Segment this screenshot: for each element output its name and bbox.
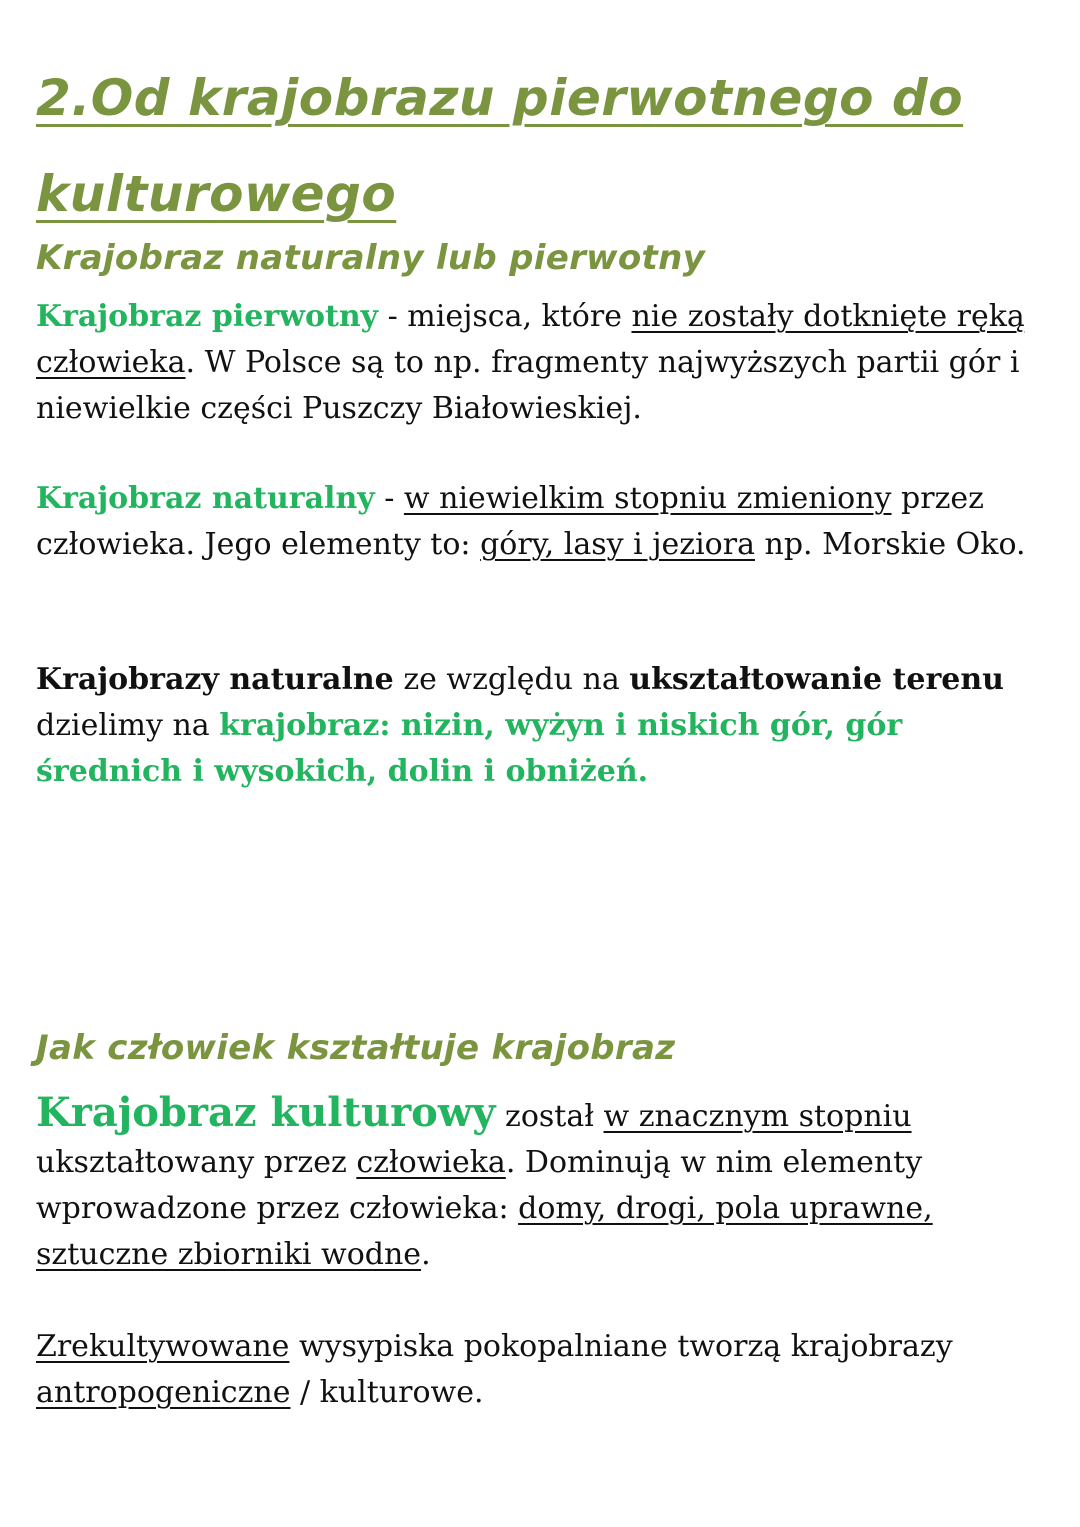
underlined-phrase: człowieka	[356, 1145, 506, 1180]
text-segment: -	[374, 481, 404, 516]
term-cultural-landscape: Krajobraz kulturowy	[36, 1089, 496, 1136]
page-title: 2.Od krajobrazu pierwotnego do kulturowego	[36, 69, 964, 223]
text-segment: został	[495, 1099, 604, 1134]
bold-phrase: Krajobrazy naturalne	[36, 662, 394, 697]
underlined-phrase: w niewielkim stopniu zmieniony	[403, 481, 892, 516]
paragraph-natural-landscape	[36, 476, 1046, 568]
underlined-phrase: nie zostały dotknięte ręką człowieka	[36, 299, 1025, 380]
landscape-type-list: krajobraz: nizin, wyżyn i niskich gór, gór średnich i wysokich, dolin i obniżeń.	[36, 708, 903, 789]
text-segment: dzielimy na	[36, 708, 220, 743]
underlined-phrase: w znacznym stopniu	[603, 1099, 912, 1134]
paragraph-reclaimed-dumps	[36, 1324, 1046, 1416]
section-heading-natural: Krajobraz naturalny lub pierwotny	[36, 238, 706, 278]
text-segment: wysypiska pokopalniane tworzą krajobrazy	[289, 1329, 953, 1364]
bold-phrase: ukształtowanie terenu	[629, 662, 1004, 697]
text-segment: ze względu na	[393, 662, 630, 697]
text-segment: . W Polsce są to np. fragmenty najwyższych partii gór i niewielkie części Puszczy Białowieskiej.	[36, 345, 1020, 426]
term-primary-landscape: Krajobraz pierwotny	[36, 299, 379, 334]
underlined-phrase: Zrekultywowane	[36, 1329, 290, 1364]
paragraph-landscape-types	[36, 657, 1046, 795]
text-segment: - miejsca, które	[378, 299, 632, 334]
term-natural-landscape: Krajobraz naturalny	[36, 481, 375, 516]
paragraph-primary-landscape	[36, 294, 1046, 432]
underlined-phrase: antropogeniczne	[36, 1375, 291, 1410]
underlined-phrase: góry, lasy i jeziora	[480, 527, 755, 562]
text-segment: ukształtowany przez	[36, 1145, 357, 1180]
text-segment: .	[421, 1237, 431, 1272]
text-segment: . Dominują w nim elementy wprowadzone przez człowieka:	[36, 1145, 923, 1226]
text-segment: / kulturowe.	[290, 1375, 484, 1410]
text-segment: np. Morskie Oko.	[754, 527, 1026, 562]
section-heading-human: Jak człowiek kształtuje krajobraz	[36, 1028, 676, 1068]
paragraph-cultural-landscape	[36, 1090, 1046, 1278]
text-segment: przez człowieka. Jego elementy to:	[36, 481, 984, 562]
underlined-phrase: domy, drogi, pola uprawne, sztuczne zbiorniki wodne	[36, 1191, 933, 1272]
